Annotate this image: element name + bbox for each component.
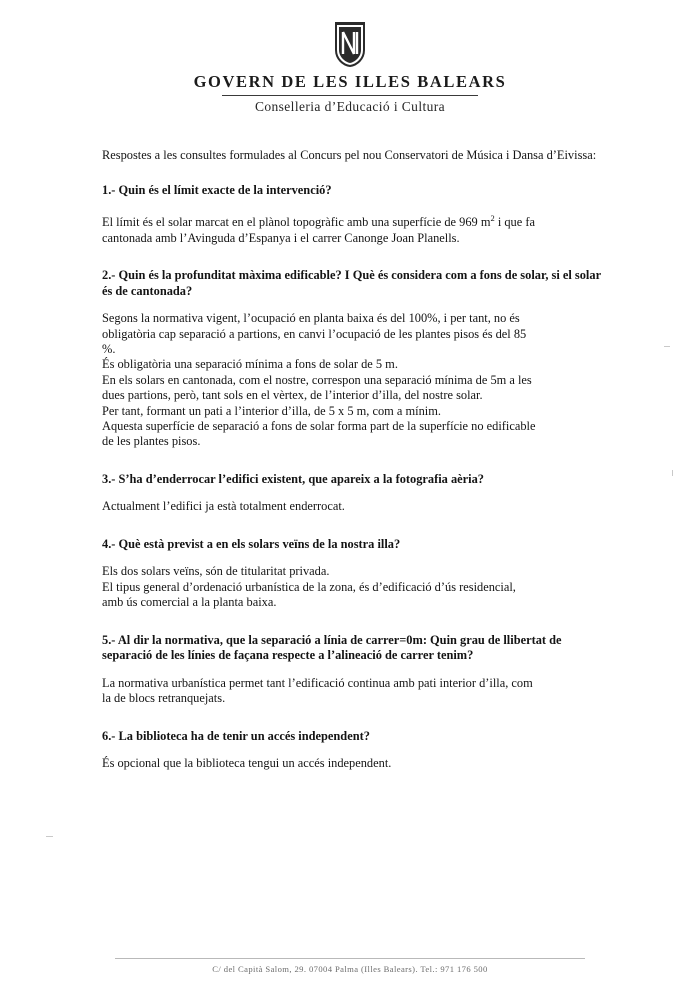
answer-text: [102, 564, 602, 610]
government-name: GOVERN DE LES ILLES BALEARS: [193, 72, 507, 91]
answer-text: [102, 311, 602, 450]
answer-line: El tipus general d’ordenació urbanística de la zona, és d’edificació d’ús residencial,: [102, 579, 516, 594]
answer-text: [102, 499, 602, 514]
document-body: [102, 148, 602, 794]
qa-block: [102, 633, 602, 707]
letterhead: [0, 0, 700, 115]
answer-line: El límit és el solar marcat en el plànol topogràfic amb una superfície de 969 $m^2$ i que fa: [102, 213, 535, 230]
answer-line: És opcional que la biblioteca tengui un accés independent.: [102, 756, 392, 771]
answer-text: [102, 676, 602, 707]
scan-artifact: [672, 470, 673, 476]
scan-artifact: [46, 836, 53, 837]
answer-text: [102, 211, 602, 246]
answer-line: obligatòria cap separació a partions, en canvi l’ocupació de les plantes pisos és del 85: [102, 326, 527, 341]
qa-block: [102, 729, 602, 772]
coat-of-arms-icon: [333, 22, 367, 68]
answer-line: La normativa urbanística permet tant l’edificació continua amb pati interior d’illa, com: [102, 675, 533, 690]
answer-text: [102, 756, 602, 771]
letterhead-divider: [222, 95, 478, 96]
qa-block: [102, 472, 602, 515]
scan-artifact: [664, 346, 670, 347]
answer-line: Actualment l’edifici ja està totalment enderrocat.: [102, 499, 345, 514]
answer-line: Per tant, formant un pati a l’interior d’illa, de 5 x 5 m, com a mínim.: [102, 403, 441, 418]
answer-line: cantonada amb l’Avinguda d’Espanya i el carrer Canonge Joan Planells.: [102, 230, 460, 245]
answer-line: la de blocs retranquejats.: [102, 691, 226, 706]
answer-line: Segons la normativa vigent, l’ocupació en planta baixa és del 100%, i per tant, no és: [102, 311, 520, 326]
qa-block: [102, 537, 602, 611]
qa-block: [102, 268, 602, 450]
answer-line: Aquesta superfície de separació a fons de solar forma part de la superfície no edificable: [102, 418, 536, 433]
question-heading: 2.- Quin és la profunditat màxima edificable? I Què és considera com a fons de solar, si el solar és de cantonada?: [102, 267, 601, 298]
answer-line: En els solars en cantonada, com el nostre, correspon una separació mínima de 5m a les: [102, 372, 532, 387]
footer-divider: [115, 958, 585, 959]
question-heading: 3.- S’ha d’enderrocar l’edifici existent, que apareix a la fotografia aèria?: [102, 471, 484, 486]
answer-line: dues partions, però, tant sols en el vèrtex, de l’interior d’illa, del nostre solar.: [102, 388, 483, 403]
answer-line: És obligatòria una separació mínima a fons de solar de 5 m.: [102, 357, 398, 372]
page-footer: [0, 958, 700, 974]
answer-line: de les plantes pisos.: [102, 434, 201, 449]
answer-line: amb ús comercial a la planta baixa.: [102, 595, 277, 610]
qa-block: [102, 183, 602, 246]
question-heading: 5.- Al dir la normativa, que la separació a línia de carrer=0m: Quin grau de llibertat de separació de les línies de façana respecte a l’alineació de carrer tenim?: [102, 632, 562, 663]
question-heading: 1.- Quin és el límit exacte de la intervenció?: [102, 183, 332, 198]
question-heading: 4.- Què està previst a en els solars veïns de la nostra illa?: [102, 536, 401, 551]
question-heading: 6.- La biblioteca ha de tenir un accés independent?: [102, 728, 370, 743]
department-name: Conselleria d’Educació i Cultura: [254, 99, 446, 114]
footer-address: C/ del Capità Salom, 29. 07004 Palma (Illes Balears). Tel.: 971 176 500: [212, 964, 488, 974]
answer-line: %.: [102, 341, 116, 356]
intro-paragraph: Respostes a les consultes formulades al Concurs pel nou Conservatori de Música i Dansa d’Eivissa:: [102, 148, 597, 162]
answer-line: Els dos solars veïns, són de titularitat privada.: [102, 564, 330, 579]
